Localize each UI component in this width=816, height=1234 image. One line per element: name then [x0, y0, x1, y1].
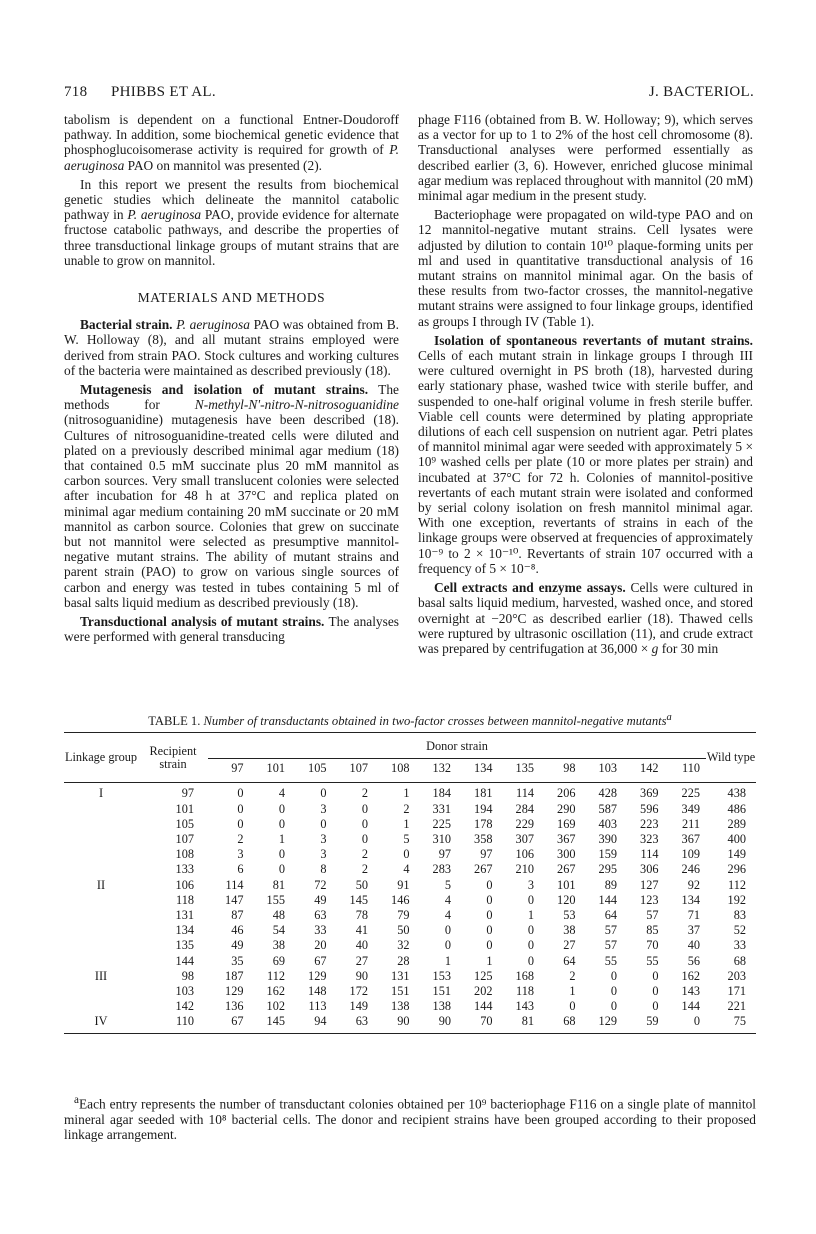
page-number: 718 [64, 84, 88, 100]
value-cell: 63 [314, 908, 327, 923]
value-cell: 349 [681, 801, 700, 816]
value-cell: 144 [474, 999, 493, 1014]
value-cell: 267 [557, 862, 576, 877]
value-cell: 50 [355, 877, 368, 892]
value-cell: 40 [355, 938, 368, 953]
value-cell: 3 [527, 877, 534, 892]
recipient-cell: 107 [175, 832, 194, 847]
value-cell: 0 [486, 892, 493, 907]
table-row [64, 984, 756, 999]
value-cell: 153 [432, 968, 451, 983]
value-cell: 101 [557, 877, 576, 892]
value-cell: 109 [681, 847, 700, 862]
value-cell: 0 [652, 984, 659, 999]
value-cell: 0 [237, 816, 244, 831]
value-cell: 2 [361, 862, 368, 877]
value-cell: 4 [403, 862, 410, 877]
value-cell: 210 [515, 862, 534, 877]
value-cell: 0 [610, 984, 617, 999]
table-body [64, 783, 756, 1033]
wild-type-cell: 149 [727, 847, 746, 862]
value-cell: 40 [687, 938, 700, 953]
value-cell: 134 [681, 892, 700, 907]
value-cell: 0 [403, 847, 410, 862]
value-cell: 55 [604, 953, 617, 968]
value-cell: 178 [474, 816, 493, 831]
value-cell: 69 [272, 953, 285, 968]
value-cell: 4 [444, 892, 451, 907]
header-linkage-group: Linkage group [64, 750, 138, 765]
wild-type-cell: 112 [728, 877, 746, 892]
paragraph-intro: In this report we present the results from biochemical genetic studies which delineate the mannitol catabolic pathway in P. aeruginosa PAO, provide evidence for alternate fructose catabolic pathways, and describe the properties of three transductional linkage groups of mutant strains that are unable to grow on mannitol. [64, 176, 399, 268]
value-cell: 5 [403, 832, 410, 847]
linkage-group-cell [64, 999, 138, 1014]
table-row [64, 969, 756, 984]
value-cell: 112 [267, 968, 285, 983]
value-cell: 596 [640, 801, 659, 816]
linkage-group-cell [64, 832, 138, 847]
recipient-cell: 118 [176, 892, 194, 907]
donor-header-132: 132 [432, 761, 451, 776]
value-cell: 55 [646, 953, 659, 968]
table-row [64, 938, 756, 953]
value-cell: 35 [231, 953, 244, 968]
value-cell: 92 [687, 877, 700, 892]
value-cell: 587 [598, 801, 617, 816]
wild-type-cell: 203 [727, 968, 746, 983]
value-cell: 5 [444, 877, 451, 892]
table-caption: TABLE 1. Number of transductants obtained in two-factor crosses between mannitol-negative mutants$^a$ [148, 712, 672, 729]
value-cell: 267 [474, 862, 493, 877]
recipient-cell: 108 [175, 847, 194, 862]
linkage-group-cell [64, 802, 138, 817]
linkage-group-cell [64, 893, 138, 908]
wild-type-cell: 33 [733, 938, 746, 953]
value-cell: 155 [266, 892, 285, 907]
value-cell: 53 [563, 908, 576, 923]
table-row [64, 1014, 756, 1033]
recipient-cell: 98 [181, 968, 194, 983]
value-cell: 97 [438, 847, 451, 862]
value-cell: 145 [266, 1014, 285, 1029]
recipient-cell: 101 [175, 801, 194, 816]
value-cell: 428 [598, 786, 617, 801]
value-cell: 307 [515, 832, 534, 847]
recipient-cell: 144 [175, 953, 194, 968]
value-cell: 151 [432, 984, 451, 999]
value-cell: 129 [225, 984, 244, 999]
value-cell: 81 [521, 1014, 534, 1029]
value-cell: 113 [308, 999, 327, 1014]
value-cell: 145 [349, 892, 368, 907]
value-cell: 125 [474, 968, 493, 983]
donor-header-134: 134 [474, 761, 493, 776]
value-cell: 85 [646, 923, 659, 938]
value-cell: 63 [355, 1014, 368, 1029]
value-cell: 0 [361, 816, 368, 831]
value-cell: 27 [563, 938, 576, 953]
donor-header-107: 107 [349, 761, 368, 776]
recipient-cell: 142 [175, 999, 194, 1014]
value-cell: 159 [598, 847, 617, 862]
table-row [64, 878, 756, 893]
linkage-group-cell [64, 954, 138, 969]
value-cell: 0 [652, 968, 659, 983]
value-cell: 41 [355, 923, 368, 938]
value-cell: 89 [604, 877, 617, 892]
paragraph-continued: tabolism is dependent on a functional Entner-Doudoroff pathway. In addition, some biochemical genetic evidence that phosphoglucoisomerase activity is required for growth of P. aeruginosa PAO on mannitol was presented (2). [64, 112, 399, 173]
value-cell: 87 [231, 908, 244, 923]
value-cell: 57 [604, 923, 617, 938]
value-cell: 81 [272, 877, 285, 892]
value-cell: 144 [598, 892, 617, 907]
value-cell: 0 [361, 801, 368, 816]
value-cell: 162 [681, 968, 700, 983]
value-cell: 2 [361, 847, 368, 862]
wild-type-cell: 75 [733, 1014, 746, 1029]
table-row [64, 908, 756, 923]
value-cell: 144 [681, 999, 700, 1014]
value-cell: 123 [640, 892, 659, 907]
value-cell: 50 [397, 923, 410, 938]
value-cell: 146 [391, 892, 410, 907]
value-cell: 0 [569, 999, 576, 1014]
value-cell: 206 [557, 786, 576, 801]
value-cell: 0 [278, 816, 285, 831]
left-column [64, 112, 399, 645]
wild-type-cell: 296 [727, 862, 746, 877]
linkage-group-cell [64, 862, 138, 877]
value-cell: 323 [640, 832, 659, 847]
transductants-table [64, 732, 756, 1034]
header-donor-strain: Donor strain [208, 733, 706, 759]
value-cell: 310 [432, 832, 451, 847]
donor-header-103: 103 [598, 761, 617, 776]
value-cell: 94 [314, 1014, 327, 1029]
donor-header-101: 101 [266, 761, 285, 776]
value-cell: 0 [278, 801, 285, 816]
linkage-group-cell [64, 938, 138, 953]
paragraph-revertants: Isolation of spontaneous revertants of mutant strains. Cells of each mutant strain in linkage groups I through III were cultured overnight in PS broth (18), harvested during early stationary phase, washed twice with sterile buffer, and suspended to one-half original volume in fresh sterile buffer. Viable cell counts were determined by plating appropriate dilutions of each cell suspension on nutrient agar. Petri plates of mannitol minimal agar were seeded with approximately 5 × 10⁹ washed cells per plate (10 or more plates per strain) and incubated at 37°C for 72 h. Colonies of mannitol-positive revertants of each mutant strain were isolated and conformed by serial colony isolation on fresh mannitol minimal agar. With one exception, revertants of strains in each of the linkage groups were observed at frequencies of approximately 10⁻⁹ to 2 × 10⁻¹⁰. Revertants of strain 107 occurred with a frequency of 5 × 10⁻⁸. [418, 332, 753, 576]
table-row [64, 817, 756, 832]
wild-type-cell: 438 [727, 786, 746, 801]
linkage-group-cell [64, 817, 138, 832]
value-cell: 403 [598, 816, 617, 831]
value-cell: 0 [527, 892, 534, 907]
value-cell: 300 [557, 847, 576, 862]
value-cell: 1 [403, 786, 410, 801]
value-cell: 2 [361, 786, 368, 801]
value-cell: 0 [527, 953, 534, 968]
paragraph-transduction: Transductional analysis of mutant strains. The analyses were performed with general transducing [64, 614, 399, 645]
value-cell: 246 [681, 862, 700, 877]
paragraph-mutagenesis: Mutagenesis and isolation of mutant strains. The methods for N-methyl-N'-nitro-N-nitrosoguanidine (nitrosoguanidine) mutagenesis have been described (18). Cultures of nitrosoguanidine-treated cells were diluted and plated on a previously described minimal agar medium (18) that contained 0.5 mM succinate plus 20 mM mannitol as carbon sources. Very small translucent colonies were selected after incubation for 48 h at 37°C and replica plated on minimal agar medium containing 20 mM succinate or 20 mM mannitol as carbon source. Colonies that grew on succinate but not mannitol were selected as presumptive mannitol-negative mutant strains. The ability of mutant strains and parent strain (PAO) to grow on various single sources of carbon and energy was tested in tubes containing 5 ml of basal salts liquid medium as described previously (18). [64, 382, 399, 610]
value-cell: 79 [397, 908, 410, 923]
value-cell: 70 [480, 1014, 493, 1029]
value-cell: 0 [444, 923, 451, 938]
value-cell: 64 [563, 953, 576, 968]
value-cell: 169 [557, 816, 576, 831]
value-cell: 1 [527, 908, 534, 923]
paragraph-cell-extracts: Cell extracts and enzyme assays. Cells were cultured in basal salts liquid medium, harvested, washed once, and stored overnight at −20°C as described earlier (18). Thawed cells were ruptured by ultrasonic oscillation (11), and crude extract was prepared by centrifugation at 36,000 × g for 30 min [418, 580, 753, 656]
value-cell: 1 [444, 953, 451, 968]
donor-header-105: 105 [308, 761, 327, 776]
linkage-group-cell: IV [94, 1014, 108, 1029]
value-cell: 136 [225, 999, 244, 1014]
value-cell: 57 [646, 908, 659, 923]
donor-header-135: 135 [515, 761, 534, 776]
recipient-cell: 134 [175, 923, 194, 938]
value-cell: 49 [231, 938, 244, 953]
value-cell: 306 [640, 862, 659, 877]
value-cell: 4 [444, 908, 451, 923]
value-cell: 38 [563, 923, 576, 938]
wild-type-cell: 68 [733, 953, 746, 968]
wild-type-cell: 289 [727, 816, 746, 831]
wild-type-cell: 192 [727, 892, 746, 907]
recipient-cell: 131 [175, 908, 194, 923]
value-cell: 78 [355, 908, 368, 923]
value-cell: 90 [397, 1014, 410, 1029]
value-cell: 367 [681, 832, 700, 847]
wild-type-cell: 83 [733, 908, 746, 923]
value-cell: 129 [308, 968, 327, 983]
value-cell: 6 [237, 862, 244, 877]
value-cell: 120 [557, 892, 576, 907]
wild-type-cell: 221 [727, 999, 746, 1014]
value-cell: 187 [225, 968, 244, 983]
value-cell: 0 [693, 1014, 700, 1029]
value-cell: 106 [515, 847, 534, 862]
linkage-group-cell [64, 923, 138, 938]
donor-header-110: 110 [682, 761, 700, 776]
value-cell: 331 [432, 801, 451, 816]
value-cell: 223 [640, 816, 659, 831]
linkage-group-cell: III [94, 968, 108, 983]
wild-type-cell: 171 [727, 984, 746, 999]
table-footnote: $^a$Each entry represents the number of transductant colonies obtained per 10⁹ bacteriophage F116 on a single plate of mannitol mineral agar seeded with 10⁸ bacterial cells. The donor and recipient strains have been grouped according to their proposed linkage arrangement. [64, 1094, 756, 1143]
value-cell: 181 [474, 786, 493, 801]
value-cell: 46 [231, 923, 244, 938]
value-cell: 367 [557, 832, 576, 847]
value-cell: 0 [527, 923, 534, 938]
value-cell: 118 [516, 984, 534, 999]
value-cell: 1 [569, 984, 576, 999]
donor-header-97: 97 [231, 761, 244, 776]
value-cell: 225 [432, 816, 451, 831]
value-cell: 68 [563, 1014, 576, 1029]
value-cell: 0 [361, 832, 368, 847]
paragraph-bacteriophage: Bacteriophage were propagated on wild-type PAO and on 12 mannitol-negative mutant strains. Cell lysates were adjusted by dilution to contain 10¹⁰ plaque-forming units per ml and used in quantitative transductional analysis of 16 mutant strains on mannitol minimal agar. On the basis of these results from two-factor crosses, the mannitol-negative mutant strains were assigned to four linkage groups, identified as groups I through IV (Table 1). [418, 207, 753, 329]
running-header [64, 84, 754, 106]
table-row [64, 847, 756, 862]
value-cell: 0 [610, 968, 617, 983]
value-cell: 8 [320, 862, 327, 877]
value-cell: 72 [314, 877, 327, 892]
value-cell: 91 [397, 877, 410, 892]
value-cell: 138 [432, 999, 451, 1014]
value-cell: 151 [391, 984, 410, 999]
value-cell: 3 [237, 847, 244, 862]
value-cell: 3 [320, 832, 327, 847]
value-cell: 0 [610, 999, 617, 1014]
value-cell: 143 [515, 999, 534, 1014]
value-cell: 149 [349, 999, 368, 1014]
table-row [64, 802, 756, 817]
value-cell: 54 [272, 923, 285, 938]
value-cell: 56 [687, 953, 700, 968]
value-cell: 162 [266, 984, 285, 999]
value-cell: 57 [604, 938, 617, 953]
value-cell: 1 [278, 832, 285, 847]
value-cell: 2 [403, 801, 410, 816]
recipient-cell: 97 [181, 786, 194, 801]
value-cell: 211 [682, 816, 700, 831]
journal-name: J. BACTERIOL. [648, 84, 754, 100]
value-cell: 0 [237, 801, 244, 816]
value-cell: 37 [687, 923, 700, 938]
value-cell: 3 [320, 801, 327, 816]
value-cell: 20 [314, 938, 327, 953]
linkage-group-cell: I [98, 786, 104, 801]
value-cell: 290 [557, 801, 576, 816]
wild-type-cell: 52 [733, 923, 746, 938]
value-cell: 0 [320, 816, 327, 831]
running-authors: PHIBBS ET AL. [111, 84, 216, 100]
value-cell: 33 [314, 923, 327, 938]
value-cell: 70 [646, 938, 659, 953]
value-cell: 147 [225, 892, 244, 907]
value-cell: 127 [640, 877, 659, 892]
value-cell: 0 [486, 908, 493, 923]
value-cell: 295 [598, 862, 617, 877]
recipient-cell: 106 [175, 877, 194, 892]
value-cell: 369 [640, 786, 659, 801]
right-column [418, 112, 753, 656]
value-cell: 148 [308, 984, 327, 999]
wild-type-cell: 486 [727, 801, 746, 816]
value-cell: 90 [355, 968, 368, 983]
table-row [64, 783, 756, 802]
value-cell: 0 [320, 786, 327, 801]
section-title: MATERIALS AND METHODS [137, 290, 326, 306]
header-recipient-strain: Recipient strain [149, 743, 197, 771]
value-cell: 64 [604, 908, 617, 923]
value-cell: 0 [652, 999, 659, 1014]
value-cell: 202 [474, 984, 493, 999]
value-cell: 114 [225, 877, 244, 892]
linkage-group-cell: II [96, 877, 106, 892]
value-cell: 172 [349, 984, 368, 999]
value-cell: 194 [474, 801, 493, 816]
value-cell: 283 [432, 862, 451, 877]
value-cell: 229 [515, 816, 534, 831]
value-cell: 129 [598, 1014, 617, 1029]
value-cell: 97 [480, 847, 493, 862]
value-cell: 168 [515, 968, 534, 983]
table-row [64, 832, 756, 847]
recipient-cell: 110 [176, 1014, 194, 1029]
table-row [64, 999, 756, 1014]
value-cell: 0 [278, 847, 285, 862]
table-row [64, 923, 756, 938]
value-cell: 0 [486, 877, 493, 892]
value-cell: 2 [237, 832, 244, 847]
linkage-group-cell [64, 847, 138, 862]
value-cell: 90 [438, 1014, 451, 1029]
value-cell: 138 [391, 999, 410, 1014]
value-cell: 284 [515, 801, 534, 816]
value-cell: 67 [231, 1014, 244, 1029]
value-cell: 0 [237, 786, 244, 801]
donor-header-108: 108 [391, 761, 410, 776]
wild-type-cell: 400 [727, 832, 746, 847]
recipient-cell: 105 [175, 816, 194, 831]
linkage-group-cell [64, 984, 138, 999]
paragraph-bacterial-strain: Bacterial strain. P. aeruginosa PAO was obtained from B. W. Holloway (8), and all mutant strains employed were derived from strain PAO. Stock cultures and working cultures of the bacteria were maintained as described previously (18). [64, 317, 399, 378]
value-cell: 114 [516, 786, 534, 801]
value-cell: 0 [444, 938, 451, 953]
recipient-cell: 133 [175, 862, 194, 877]
donor-header-98: 98 [563, 761, 576, 776]
value-cell: 48 [272, 908, 285, 923]
value-cell: 71 [687, 908, 700, 923]
table-row [64, 862, 756, 877]
value-cell: 131 [391, 968, 410, 983]
header-wild-type: Wild type [706, 750, 756, 765]
table-row [64, 893, 756, 908]
value-cell: 358 [474, 832, 493, 847]
value-cell: 114 [640, 847, 659, 862]
value-cell: 1 [403, 816, 410, 831]
value-cell: 28 [397, 953, 410, 968]
value-cell: 4 [278, 786, 285, 801]
value-cell: 184 [432, 786, 451, 801]
value-cell: 67 [314, 953, 327, 968]
value-cell: 0 [486, 923, 493, 938]
value-cell: 0 [527, 938, 534, 953]
recipient-cell: 103 [175, 984, 194, 999]
value-cell: 59 [646, 1014, 659, 1029]
value-cell: 27 [355, 953, 368, 968]
recipient-cell: 135 [175, 938, 194, 953]
value-cell: 38 [272, 938, 285, 953]
value-cell: 102 [266, 999, 285, 1014]
value-cell: 390 [598, 832, 617, 847]
table-row [64, 954, 756, 969]
value-cell: 143 [681, 984, 700, 999]
linkage-group-cell [64, 908, 138, 923]
value-cell: 2 [569, 968, 576, 983]
value-cell: 0 [486, 938, 493, 953]
value-cell: 49 [314, 892, 327, 907]
value-cell: 0 [278, 862, 285, 877]
value-cell: 225 [681, 786, 700, 801]
paragraph-phage: phage F116 (obtained from B. W. Holloway; 9), which serves as a vector for up to 1 to 2% of the host cell chromosome (8). Transductional analyses were performed essentially as described earlier (3, 6). However, enriched glucose minimal agar medium was replaced throughout with mannitol (20 mM) minimal agar medium in the present study. [418, 112, 753, 204]
value-cell: 1 [486, 953, 493, 968]
donor-header-142: 142 [640, 761, 659, 776]
value-cell: 32 [397, 938, 410, 953]
value-cell: 3 [320, 847, 327, 862]
